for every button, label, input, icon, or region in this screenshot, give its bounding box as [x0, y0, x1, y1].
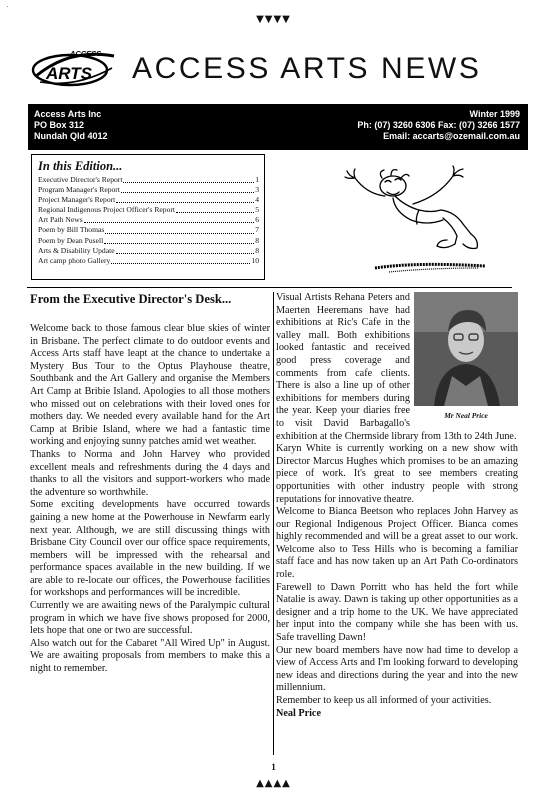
phone-fax: Ph: (07) 3260 6306 Fax: (07) 3266 1577: [357, 120, 520, 130]
paragraph: Karyn White is currently working on a new show with Director Marcus Hughes which promises to be an amazing piece of work. It's great to see members creating opportunities with other industry people with strong reputations for innovative theatre.: [276, 443, 518, 505]
page-number: 1: [271, 762, 276, 772]
article-left-column: [30, 292, 270, 676]
svg-text:ARTS: ARTS: [46, 64, 92, 83]
contents-list: [38, 175, 259, 266]
info-bar: [28, 104, 528, 150]
top-arrow-marks: ▼▼▼▼: [256, 14, 291, 25]
page-corner-mark: ·: [6, 2, 9, 11]
photo-caption: Mr Neal Price: [444, 411, 488, 420]
paragraph: Visual Artists Rehana Peters and Maerten Heeremans have had exhibitions at Ric's Cafe in the valley mall. Both exhibitions looked fantastic and received good press coverage and comments from cafe clients. There is also a line up of other exhibitions for members during the year. Keep your diaries free to visit David Barbagallo's exhibition at the Chermside library from 13th to 24th June.: [276, 292, 517, 442]
contents-item: Art Path News 6: [38, 215, 259, 225]
issue-label: Winter 1999: [469, 109, 520, 119]
contents-box: [31, 154, 265, 280]
contents-item: Executive Director's Report 1: [38, 175, 259, 184]
portrait-photo-box: [414, 292, 518, 418]
paragraph: Welcome to Bianca Beetson who replaces John Harvey as our Regional Indigenous Project Officer. Bianca comes highly recommended and will be a great asset to our work. Welcome also to Tess Hills who is becoming a familiar staff face and has now taken up an Art Path Co-ordinators role.: [276, 506, 518, 581]
info-contact: [357, 109, 520, 142]
email: Email: accarts@ozemail.com.au: [383, 131, 520, 141]
paragraph: Currently we are awaiting news of the Paralympic cultural program in which we have five shows proposed for 2000, lets hope that one or two are successful.: [30, 600, 270, 637]
article-right-column: [276, 292, 518, 720]
paragraph: Welcome back to those famous clear blue skies of winter in Brisbane. The perfect climate to do outdoor events and Access Arts staff have leapt at the chance to undertake a Mystery Bus Tour to the Optus Playhouse theatre, Southbank and the Art Gallery and organise the Members Art Camp at Bribie Island. Apologies to all those mothers who missed out on celebrations with their loved ones for mothers day. We needed every available hand for the Art Camp at Bribie Island, where we had a fantastic time working and enjoying sunny patches amid wet weather.: [30, 323, 270, 448]
article-body-left: [30, 323, 270, 676]
access-arts-logo: [30, 46, 122, 90]
contents-heading: In this Edition...: [38, 159, 123, 173]
contents-item: Poem by Dean Pusell 8: [38, 235, 259, 245]
po-box: PO Box 312: [34, 120, 85, 130]
signature: Neal Price: [276, 707, 321, 719]
contents-item: Regional Indigenous Project Officer's Report 5: [38, 205, 259, 215]
portrait-photo: [414, 292, 518, 406]
svg-text:ACCESS: ACCESS: [70, 49, 102, 58]
bottom-arrow-marks: ▲▲▲▲: [256, 778, 291, 789]
masthead-title: ACCESS ARTS NEWS: [132, 52, 482, 85]
paragraph: Thanks to Norma and John Harvey who provided excellent meals and refreshments during the 4 days and thanks to all the visitors and support-workers who made the adventure so worthwhile.: [30, 448, 270, 498]
contents-item: Art camp photo Gallery 10: [38, 255, 259, 265]
section-rule: [27, 287, 512, 288]
paragraph: Remember to keep us all informed of your activities.: [276, 695, 492, 706]
paragraph: Also watch out for the Cabaret "All Wired Up" in August. We are awaiting proposals from members to make this a night to remember.: [30, 637, 270, 675]
paragraph: Our new board members have now had time to develop a view of Access Arts and I'm looking forward to developing new ideas and directions during the year and into the new millennium.: [276, 644, 518, 694]
contents-item: Program Manager's Report 3: [38, 185, 259, 195]
article-title: From the Executive Director's Desk...: [30, 292, 232, 306]
contents-item: Poem by Bill Thomas 7: [38, 225, 259, 235]
column-divider: [273, 292, 274, 755]
contents-item: Arts & Disability Update 8: [38, 245, 259, 255]
contents-item: Project Manager's Report 4: [38, 195, 259, 205]
paragraph: Some exciting developments have occurred towards gaining a new home at the Powerhouse in Newfarm early next year. Although, we are still discussing things with Brisbane City Council over our office space requirements, members will be impressed with the rehearsal and performance spaces available in the new building. If we are able to re-locate our offices, the Powerhouse facilities for workshops and performances will be incredible.: [30, 499, 270, 599]
paragraph: Farewell to Dawn Porritt who has held the fort while Natalie is away. Dawn is taking up other opportunities as a designer and a trip home to the UK. We have appreciated her input into the company while she has been with us. Safe travelling Dawn!: [276, 581, 518, 644]
suburb: Nundah Qld 4012: [34, 131, 108, 141]
jumping-figure-illustration: [335, 160, 515, 280]
org-name: Access Arts Inc: [34, 109, 102, 119]
info-address: [34, 109, 108, 142]
